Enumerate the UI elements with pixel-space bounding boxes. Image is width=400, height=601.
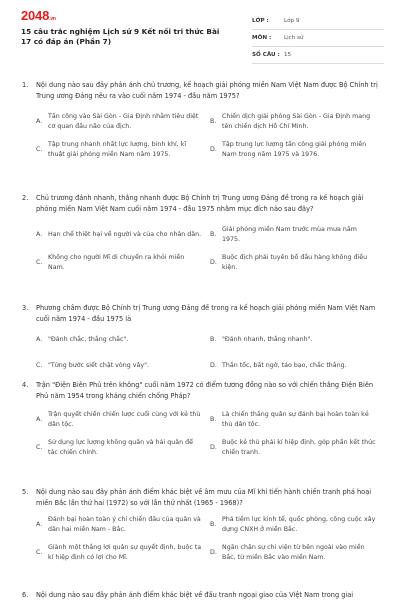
meta-key: MÔN : xyxy=(252,35,272,41)
meta-value: Lịch sử xyxy=(284,35,304,41)
option-a[interactable] xyxy=(36,327,208,353)
option-text: Giành một thắng lợi quân sự quyết định, buộc ta kí hiệp định có lợi cho Mĩ. xyxy=(48,544,202,561)
option-c[interactable] xyxy=(36,249,208,277)
option-text: Ngăn chặn sự chi viện từ bên ngoài vào miền Bắc, từ miền Bắc vào miền Nam. xyxy=(222,544,365,561)
question-3 xyxy=(22,303,382,379)
option-c[interactable] xyxy=(36,136,208,164)
option-letter: B. xyxy=(210,416,217,423)
question-5 xyxy=(22,487,382,567)
option-letter: A. xyxy=(36,521,43,528)
option-text: Là chiến thắng quân sự đánh bại hoàn toàn kẻ thù dân tộc. xyxy=(222,411,369,428)
meta-key: LỚP : xyxy=(252,18,269,24)
option-d[interactable] xyxy=(210,249,382,277)
option-text: Chiến dịch giải phóng Sài Gòn - Gia Định mang tên chiến dịch Hồ Chí Minh. xyxy=(222,113,371,130)
question-1 xyxy=(22,80,382,164)
question-4 xyxy=(22,380,382,462)
option-a[interactable] xyxy=(36,221,208,249)
option-letter: D. xyxy=(210,146,217,153)
option-text: "Đánh nhanh, thắng nhanh". xyxy=(222,336,313,343)
logo-text: 2048 xyxy=(21,8,50,23)
option-text: Sử dụng lực lượng không quân và hải quân để tác chiến chính. xyxy=(48,439,193,456)
option-d[interactable] xyxy=(210,434,382,462)
option-text: Không cho người Mĩ di chuyển ra khỏi miền Nam. xyxy=(48,254,185,271)
question-number: 3. xyxy=(22,304,29,312)
option-letter: D. xyxy=(210,549,217,556)
option-b[interactable] xyxy=(210,221,382,249)
page-header xyxy=(0,0,400,66)
option-c[interactable] xyxy=(36,539,208,567)
option-letter: A. xyxy=(36,231,43,238)
question-text: Nội dung nào sau đây phản ánh điểm khác biệt về âm mưu của Mĩ khi tiến hành chiến tranh phá hoại miền Bắc lần thứ hai (1972) so với lần thứ nhất (1965 - 1968)? xyxy=(36,488,372,507)
page-title: 15 câu trắc nghiệm Lịch sử 9 Kết nối tri thức Bài 17 có đáp án (Phần 7) xyxy=(21,27,220,46)
option-letter: A. xyxy=(36,336,43,343)
option-letter: C. xyxy=(36,444,43,451)
question-text: Nội dung nào sau đây phản ánh chủ trương, kế hoạch giải phóng miền Nam Việt Nam được Bộ Chính trị Trung ương Đảng nêu ra vào cuối năm 1974 - đầu năm 1975? xyxy=(36,81,378,100)
option-letter: B. xyxy=(210,336,217,343)
meta-value: Lớp 9 xyxy=(284,18,300,24)
option-text: "Từng bước siết chặt vòng vây". xyxy=(48,362,149,369)
meta-row-class xyxy=(252,13,384,30)
option-a[interactable] xyxy=(36,511,208,539)
option-text: Giải phóng miền Nam trước mùa mưa năm 1975. xyxy=(222,226,357,243)
meta-info xyxy=(252,13,384,64)
question-2 xyxy=(22,193,382,277)
question-number: 5. xyxy=(22,488,29,496)
option-letter: B. xyxy=(210,118,217,125)
option-b[interactable] xyxy=(210,511,382,539)
question-text: Nội dung nào sau đây phản ánh điểm khác biệt về đấu tranh ngoại giao của Việt Nam trong giai xyxy=(36,591,354,599)
option-letter: A. xyxy=(36,118,43,125)
option-letter: D. xyxy=(210,362,217,369)
option-c[interactable] xyxy=(36,434,208,462)
option-letter: D. xyxy=(210,444,217,451)
option-letter: C. xyxy=(36,362,43,369)
question-text: Chủ trương đánh nhanh, thắng nhanh được Bộ Chính trị Trung ương Đảng đề trong ra kế hoạch giải phóng miền Nam Việt Nam cuối năm 1974 - đầu 1975 nhằm mục đích nào sau đây? xyxy=(36,194,364,213)
option-text: Tấn công vào Sài Gòn - Gia Định nhằm tiêu diệt cơ quan đầu não của địch. xyxy=(48,113,199,130)
option-text: Buộc kẻ thù phải kí hiệp định, góp phần kết thúc chiến tranh. xyxy=(222,439,376,456)
question-6 xyxy=(22,590,382,601)
option-a[interactable] xyxy=(36,406,208,434)
meta-row-count xyxy=(252,47,384,64)
question-number: 1. xyxy=(22,81,29,89)
option-d[interactable] xyxy=(210,353,382,379)
option-text: Thần tốc, bất ngờ, táo bạo, chắc thắng. xyxy=(222,362,347,369)
option-letter: D. xyxy=(210,259,217,266)
question-number: 6. xyxy=(22,591,29,599)
option-text: Đánh bại hoàn toàn ý chí chiến đấu của quân và dân hai miền Nam - Bắc. xyxy=(48,516,201,533)
option-a[interactable] xyxy=(36,108,208,136)
option-letter: B. xyxy=(210,521,217,528)
option-d[interactable] xyxy=(210,539,382,567)
question-number: 2. xyxy=(22,194,29,202)
question-text: Phương châm được Bộ Chính trị Trung ương Đảng đề trong ra kế hoạch giải phóng miền Nam Việt Nam cuối năm 1974 - đầu 1975 là xyxy=(36,304,376,323)
option-d[interactable] xyxy=(210,136,382,164)
option-text: Phá tiềm lực kinh tế, quốc phòng, công cuộc xây dựng CNXH ở miền Bắc. xyxy=(222,516,376,533)
option-text: "Đánh chắc, thắng chắc". xyxy=(48,336,129,343)
option-text: Tập trung lực lượng tấn công giải phóng miền Nam trong năm 1975 và 1976. xyxy=(222,141,367,158)
option-letter: C. xyxy=(36,549,43,556)
option-letter: B. xyxy=(210,231,217,238)
question-number: 4. xyxy=(22,381,29,389)
option-b[interactable] xyxy=(210,108,382,136)
option-letter: C. xyxy=(36,259,43,266)
meta-key: SỐ CÂU : xyxy=(252,52,280,58)
option-c[interactable] xyxy=(36,353,208,379)
option-text: Trận quyết chiến chiến lược cuối cùng với kẻ thù dân tộc. xyxy=(48,411,201,428)
question-text: Trận "Điện Biên Phủ trên không" cuối năm 1972 có điểm tương đồng nào so với chiến thắng Điện Biên Phủ năm 1954 trong kháng chiến chống Pháp? xyxy=(36,381,374,400)
meta-value: 15 xyxy=(284,52,292,58)
site-logo[interactable] xyxy=(21,8,56,23)
option-text: Tập trung nhanh nhất lực lượng, binh khí, kĩ thuật giải phóng miền Nam năm 1975. xyxy=(48,141,187,158)
option-letter: C. xyxy=(36,146,43,153)
option-text: Buộc địch phải tuyên bố đầu hàng không điều kiện. xyxy=(222,254,368,271)
meta-row-subject xyxy=(252,30,384,47)
logo-suffix: .vn xyxy=(49,16,56,22)
option-b[interactable] xyxy=(210,406,382,434)
option-text: Hạn chế thiệt hại về người và của cho nhân dân. xyxy=(48,231,202,238)
option-b[interactable] xyxy=(210,327,382,353)
option-letter: A. xyxy=(36,416,43,423)
